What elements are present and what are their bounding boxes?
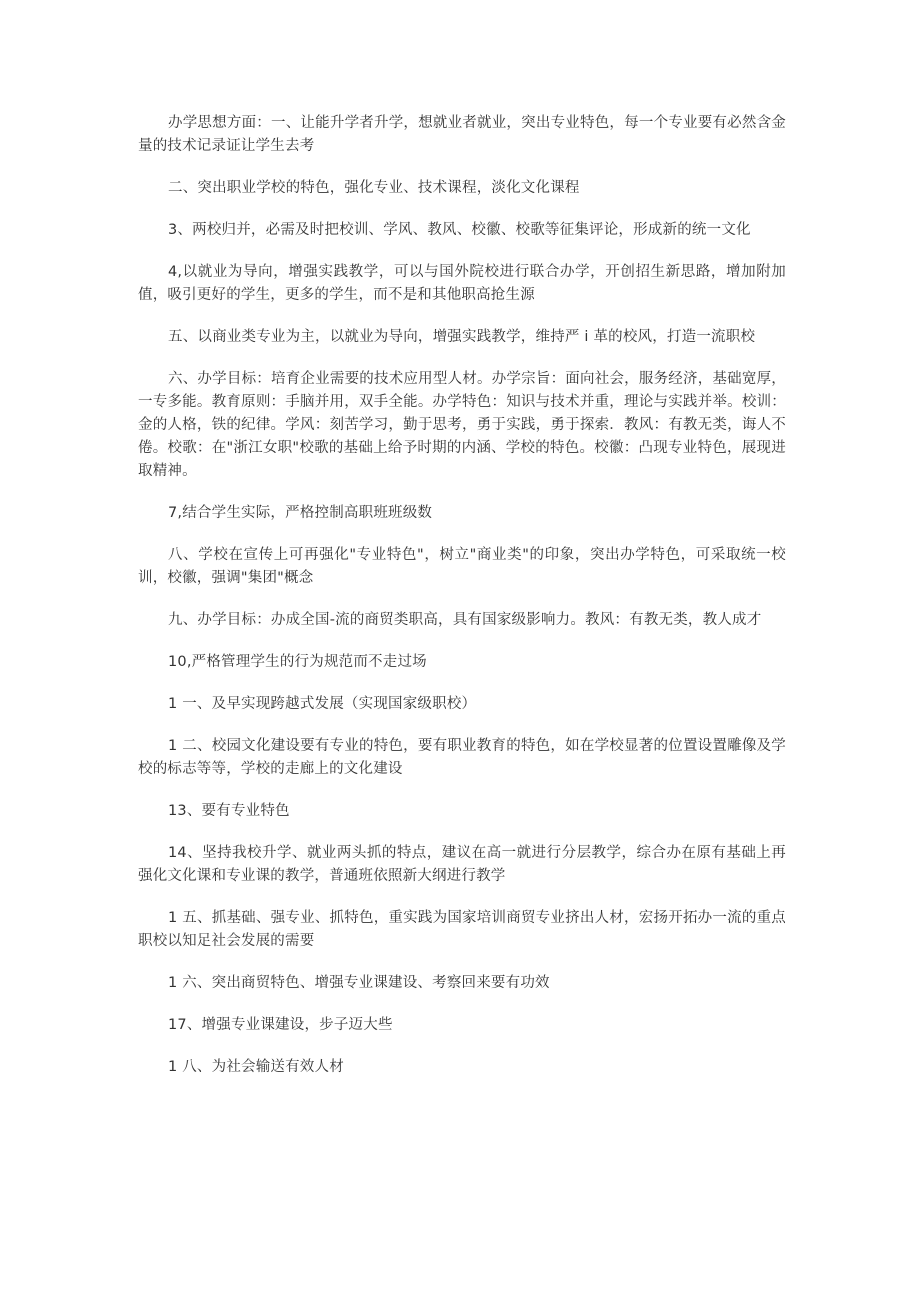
- paragraph-3: 3、两校归并，必需及时把校训、学风、教风、校徽、校歌等征集评论，形成新的统一文化: [168, 222, 751, 238]
- paragraph-11: 1 一、及早实现跨越式发展（实现国家级职校）: [168, 696, 477, 712]
- paragraph-12: 1 二、校园文化建设要有专业的特色，要有职业教育的特色，如在学校显著的位置设置雕像及学校的标志等等，学校的走廊上的文化建设: [138, 738, 786, 777]
- paragraph-15: 1 五、抓基础、强专业、抓特色，重实践为国家培训商贸专业挤出人材，宏扬开拓办一流的重点职校以知足社会发展的需要: [138, 910, 786, 949]
- paragraph-6: 六、办学目标：培育企业需要的技术应用型人材。办学宗旨：面向社会，服务经济，基础宽厚，一专多能。教育原则：手脑并用，双手全能。办学特色：知识与技术并重，理论与实践并举。校训：金的人格，铁的纪律。学风：刻苦学习，勤于思考，勇于实践，勇于探索．教风：有教无类，诲人不倦。校歌：在"浙江女职"校歌的基础上给予时期的内涵、学校的特色。校徽：凸现专业特色，展现进取精神。: [138, 371, 786, 479]
- paragraph-13: 13、要有专业特色: [168, 803, 290, 819]
- paragraph-4: 4,以就业为导向，增强实践教学，可以与国外院校进行联合办学，开创招生新思路，增加附加值，吸引更好的学生，更多的学生，而不是和其他职高抢生源: [138, 264, 786, 303]
- paragraph-8: 八、学校在宣传上可再强化"专业特色"，树立"商业类"的印象，突出办学特色，可采取统一校训，校徽，强调"集团"概念: [138, 547, 786, 586]
- paragraph-10: 10,严格管理学生的行为规范而不走过场: [168, 654, 427, 670]
- paragraph-14: 14、坚持我校升学、就业两头抓的特点，建议在高一就进行分层教学，综合办在原有基础上再强化文化课和专业课的教学，普通班依照新大纲进行教学: [138, 845, 786, 884]
- paragraph-17: 17、增强专业课建设，步子迈大些: [168, 1017, 393, 1033]
- paragraph-9: 九、办学目标：办成全国-流的商贸类职高，具有国家级影响力。教风：有教无类，教人成才: [168, 612, 762, 628]
- paragraph-1: 办学思想方面：一、让能升学者升学，想就业者就业，突出专业特色，每一个专业要有必然含金量的技术记录证让学生去考: [138, 115, 786, 154]
- paragraph-7: 7,结合学生实际，严格控制高职班班级数: [168, 505, 433, 521]
- paragraph-18: 1 八、为社会输送有效人材: [168, 1059, 344, 1075]
- paragraph-5: 五、以商业类专业为主，以就业为导向，增强实践教学，维持严 i 革的校风，打造一流职校: [168, 329, 756, 345]
- paragraph-2: 二、突出职业学校的特色，强化专业、技术课程，淡化文化课程: [168, 180, 580, 196]
- paragraph-16: 1 六、突出商贸特色、增强专业课建设、考察回来要有功效: [168, 975, 550, 991]
- document-body: [138, 112, 786, 1098]
